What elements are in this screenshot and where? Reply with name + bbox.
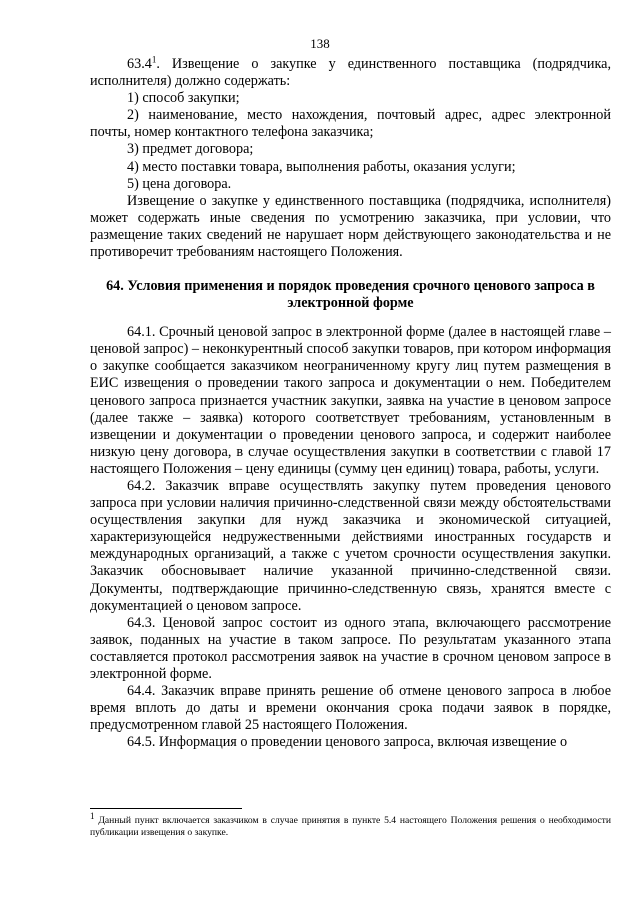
document-body <box>90 56 611 751</box>
section-heading: 64. Условия применения и порядок проведения срочного ценового запроса в электронной форме <box>106 278 595 312</box>
page-number: 138 <box>310 36 330 51</box>
paragraph-64-5: 64.5. Информация о проведении ценового запроса, включая извещение о <box>127 734 568 751</box>
list-item: 5) цена договора. <box>127 175 232 192</box>
paragraph-63-tail: Извещение о закупке у единственного поставщика (подрядчика, исполнителя) может содержать иные сведения по усмотрению заказчика, при условии, что размещение таких сведений не нарушает норм действующего законодательства и не противоречит требованиям настоящего Положения. <box>90 192 611 261</box>
paragraph-64-2: 64.2. Заказчик вправе осуществлять закупку путем проведения ценового запроса при условии наличия причинно-следственной связи между обстоятельствами осуществления закупки для нужд заказчика и экономической ситуацией, характеризующейся недружественными действиями иностранных государств и международных организаций, а также с учетом срочности осуществления закупки. Заказчик обосновывает наличие указанной причинно-следственной связи. Документы, подтверждающие причинно-следственную связь, хранятся вместе с документацией о ценовом запросе. <box>90 477 611 614</box>
list-item: 1) способ закупки; <box>127 90 240 107</box>
paragraph-64-1: 64.1. Срочный ценовой запрос в электронной форме (далее в настоящей главе – ценовой запрос) – неконкурентный способ закупки товаров, при котором информация о закупке сообщается заказчиком неограниченному кругу лиц путем размещения в ЕИС извещения о проведении такого запроса и документации о нем. Победителем ценового запроса признается участник закупки, заявка на участие в ценовом запросе (далее также – заявка) которого соответствует требованиям, установленным в извещении и документации о проведении ценового запроса, и содержит наиболее низкую цену договора, в случае осуществления закупки в соответствии с главой 17 настоящего Положения – цену единицы (сумму цен единиц) товара, работы, услуги. <box>90 324 611 477</box>
footnote-ref: 1 <box>151 54 157 65</box>
footnote-marker: 1 <box>90 810 95 821</box>
paragraph-63-4-1 <box>90 56 611 90</box>
list-item: 3) предмет договора; <box>127 141 254 158</box>
footnote-text: Данный пункт включается заказчиком в случае принятия в пункте 5.4 настоящего Положения решения о необходимости публикации извещения о закупке. <box>90 815 611 839</box>
list-item: 4) место поставки товара, выполнения работы, оказания услуги; <box>127 158 516 175</box>
paragraph-64-3: 64.3. Ценовой запрос состоит из одного этапа, включающего рассмотрение заявок, поданных на участие в таком запросе. По результатам указанного этапа составляется протокол рассмотрения заявок на участие в срочном ценовом запросе в электронной форме. <box>90 614 611 682</box>
list-item: 2) наименование, место нахождения, почтовый адрес, адрес электронной почты, номер контактного телефона заказчика; <box>90 107 611 141</box>
paragraph-number: 63.4 <box>127 56 152 72</box>
paragraph-text: . Извещение о закупке у единственного поставщика (подрядчика, исполнителя) должно содержать: <box>90 56 611 90</box>
paragraph-64-4: 64.4. Заказчик вправе принять решение об отмене ценового запроса в любое время вплоть до даты и времени окончания срока подачи заявок в порядке, предусмотренном главой 25 настоящего Положения. <box>90 683 611 734</box>
footnote-divider <box>90 808 242 809</box>
footnote <box>90 810 611 839</box>
